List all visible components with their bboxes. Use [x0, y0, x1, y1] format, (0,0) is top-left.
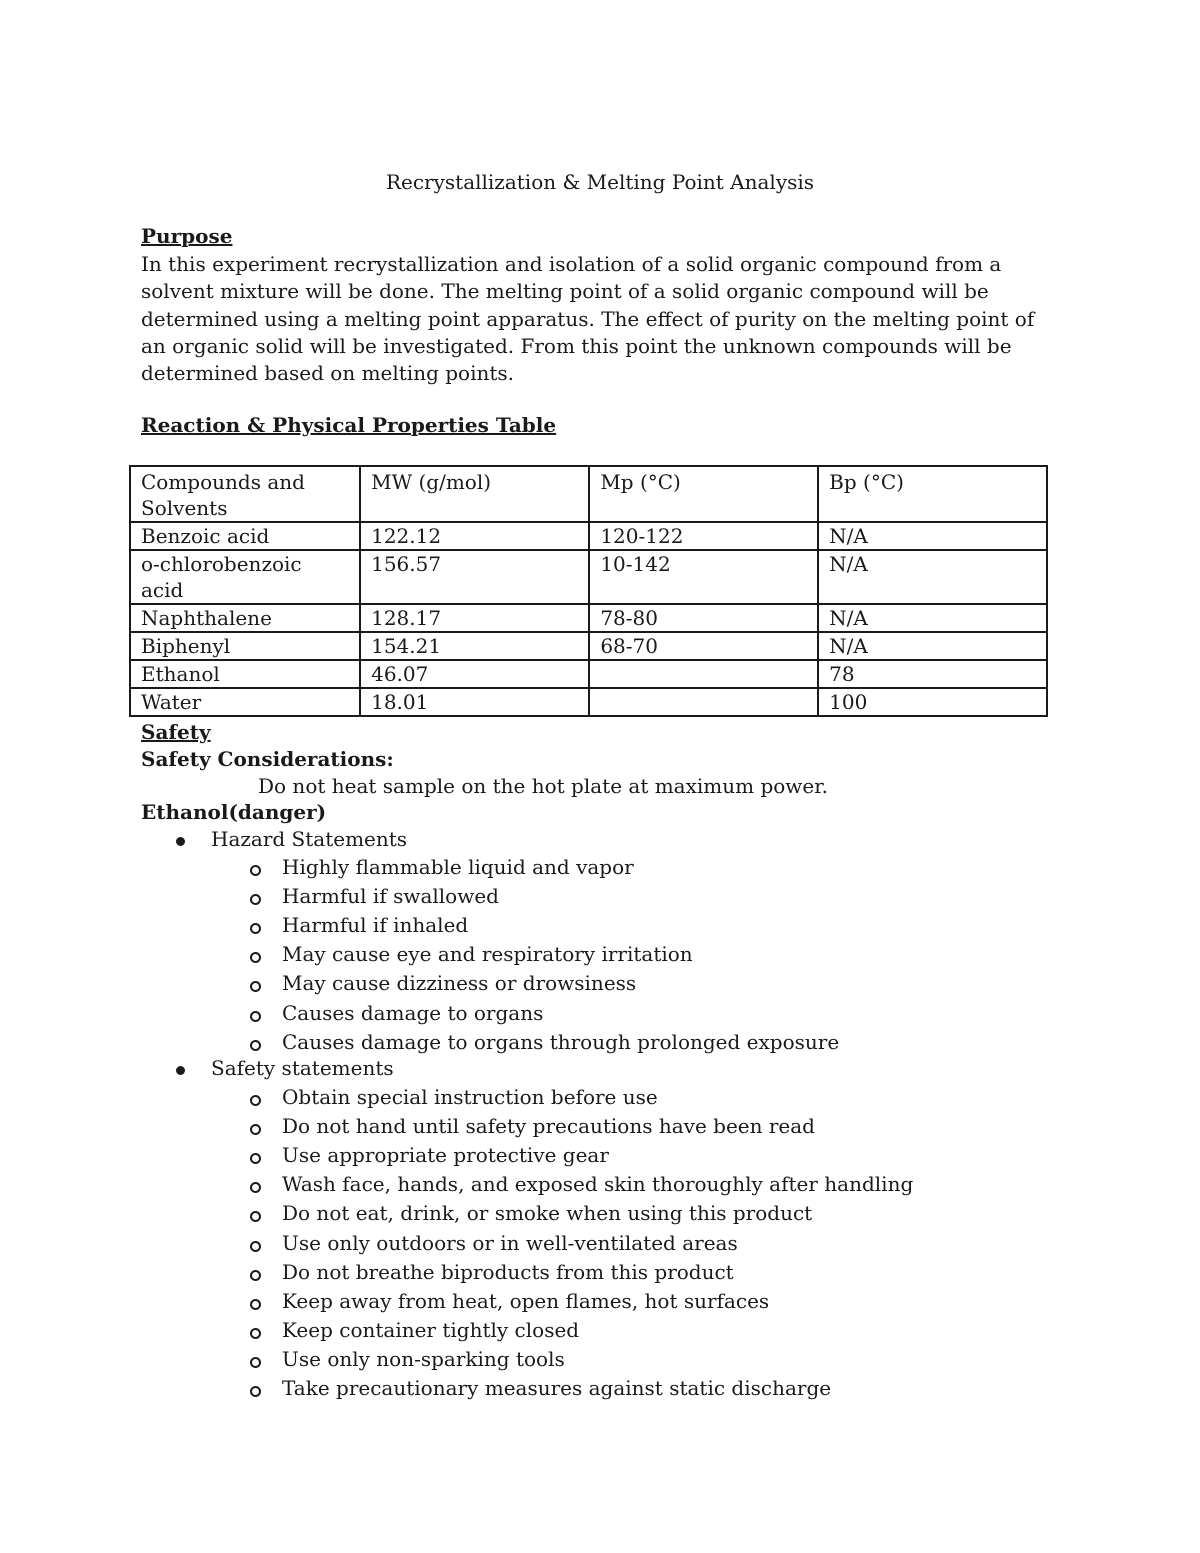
- bullet-circle-icon: [250, 1095, 261, 1106]
- list-item: Do not eat, drink, or smoke when using this product: [282, 1201, 813, 1226]
- bullet-circle-icon: [250, 894, 261, 905]
- bullet-circle-icon: [250, 1386, 261, 1397]
- list-item: Take precautionary measures against static discharge: [282, 1376, 832, 1400]
- bullet-circle-icon: [250, 1328, 261, 1339]
- table-row: [130, 688, 1047, 716]
- cell-bp: N/A: [818, 522, 1047, 550]
- bullet-circle-icon: [250, 1011, 261, 1022]
- cell-mp: 78-80: [589, 604, 818, 632]
- table-heading: Reaction & Physical Properties Table: [141, 413, 557, 437]
- list-item: Harmful if inhaled: [282, 913, 469, 938]
- list-item: May cause eye and respiratory irritation: [282, 942, 693, 967]
- cell-compound: Benzoic acid: [130, 522, 360, 550]
- bullet-circle-icon: [250, 1270, 261, 1281]
- cell-bp: 78: [818, 660, 1047, 688]
- safety-heading: Safety: [141, 720, 211, 744]
- list-item: Keep away from heat, open flames, hot surfaces: [282, 1288, 770, 1313]
- safety-considerations-text: Do not heat sample on the hot plate at maximum power.: [258, 774, 828, 798]
- cell-mp: [589, 688, 818, 716]
- purpose-heading: Purpose: [141, 224, 233, 248]
- bullet-dot-icon: [176, 1066, 185, 1075]
- bullet-circle-icon: [250, 1040, 261, 1051]
- cell-mw: 128.17: [360, 604, 589, 632]
- cell-mw: 122.12: [360, 522, 589, 550]
- bullet-circle-icon: [250, 865, 261, 876]
- list-item: Keep container tightly closed: [282, 1317, 580, 1342]
- properties-table: [129, 465, 1048, 717]
- cell-bp: N/A: [818, 550, 1047, 604]
- list-item: Do not breathe biproducts from this product: [282, 1259, 734, 1284]
- list-item: Obtain special instruction before use: [282, 1085, 658, 1109]
- bullet-circle-icon: [250, 1241, 261, 1252]
- bullet-circle-icon: [250, 923, 261, 934]
- list-item: Harmful if swallowed: [282, 884, 499, 909]
- header-mw: MW (g/mol): [360, 466, 589, 522]
- cell-compound: Biphenyl: [130, 632, 360, 660]
- bullet-circle-icon: [250, 1153, 261, 1164]
- bullet-circle-icon: [250, 1211, 261, 1222]
- list-item: Use only non-sparking tools: [282, 1346, 565, 1371]
- cell-mp: 68-70: [589, 632, 818, 660]
- cell-mp: 120-122: [589, 522, 818, 550]
- ethanol-label: Ethanol(danger): [141, 800, 327, 824]
- bullet-circle-icon: [250, 981, 261, 992]
- safety-statements-label: Safety statements: [211, 1056, 394, 1080]
- table-row: [130, 604, 1047, 632]
- bullet-circle-icon: [250, 952, 261, 963]
- cell-mw: 154.21: [360, 632, 589, 660]
- table-header-row: [130, 466, 1047, 522]
- cell-compound: Naphthalene: [130, 604, 360, 632]
- table-row: [130, 660, 1047, 688]
- purpose-paragraph: In this experiment recrystallization and isolation of a solid organic compound from a solvent mixture will be done. The melting point of a solid organic compound will be determined using a melting point apparatus. The effect of purity on the melting point of an organic solid will be investigated. From this point the unknown compounds will be determined based on melting points.: [141, 252, 1035, 386]
- bullet-circle-icon: [250, 1182, 261, 1193]
- list-item: Wash face, hands, and exposed skin thoroughly after handling: [282, 1172, 914, 1197]
- list-item: Do not hand until safety precautions have been read: [282, 1114, 815, 1139]
- document-title: Recrystallization & Melting Point Analysis: [385, 170, 815, 194]
- bullet-circle-icon: [250, 1124, 261, 1135]
- cell-bp: N/A: [818, 604, 1047, 632]
- cell-mp: 10-142: [589, 550, 818, 604]
- cell-mw: 46.07: [360, 660, 589, 688]
- list-item: Causes damage to organs through prolonged exposure: [282, 1029, 840, 1054]
- cell-compound: Water: [130, 688, 360, 716]
- cell-mw: 156.57: [360, 550, 589, 604]
- table-row: [130, 550, 1047, 604]
- cell-mw: 18.01: [360, 688, 589, 716]
- list-item: Highly flammable liquid and vapor: [282, 855, 634, 879]
- list-item: Use appropriate protective gear: [282, 1143, 609, 1168]
- cell-bp: N/A: [818, 632, 1047, 660]
- list-item: May cause dizziness or drowsiness: [282, 971, 637, 996]
- hazard-statements-label: Hazard Statements: [211, 827, 408, 851]
- list-item: Use only outdoors or in well-ventilated areas: [282, 1230, 738, 1255]
- bullet-circle-icon: [250, 1299, 261, 1310]
- header-bp: Bp (°C): [818, 466, 1047, 522]
- cell-mp: [589, 660, 818, 688]
- bullet-dot-icon: [176, 837, 185, 846]
- safety-considerations-label: Safety Considerations:: [141, 747, 394, 771]
- header-mp: Mp (°C): [589, 466, 818, 522]
- cell-compound: o-chlorobenzoic acid: [130, 550, 360, 604]
- header-compounds: Compounds and Solvents: [130, 466, 360, 522]
- table-row: [130, 632, 1047, 660]
- list-item: Causes damage to organs: [282, 1000, 544, 1025]
- cell-bp: 100: [818, 688, 1047, 716]
- table-row: [130, 522, 1047, 550]
- cell-compound: Ethanol: [130, 660, 360, 688]
- bullet-circle-icon: [250, 1357, 261, 1368]
